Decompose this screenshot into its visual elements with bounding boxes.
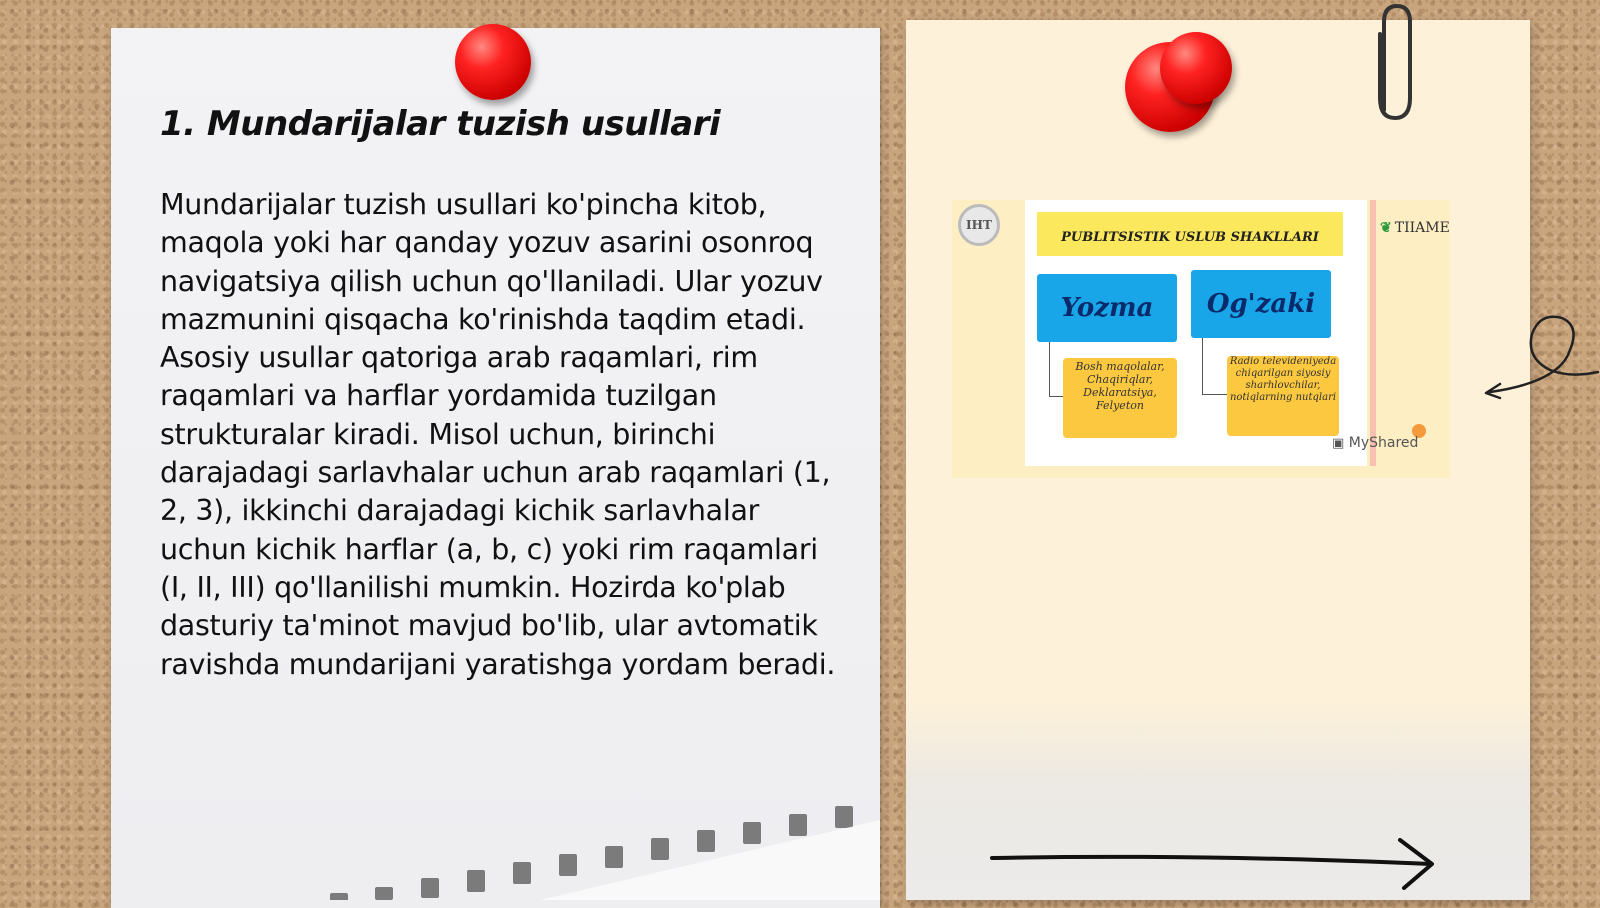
category-box-yozma: Yozma	[1037, 274, 1177, 342]
connector-left	[1049, 342, 1064, 397]
red-pushpin-left	[455, 24, 531, 100]
presentation-icon: ▣	[1332, 436, 1345, 451]
slide-accent-stripe	[1370, 200, 1376, 466]
body-paragraph: Mundarijalar tuzish usullari ko'pincha kitob, maqola yoki har qanday yozuv asarini osonroq navigatsiya qilish uchun qo'llaniladi. Ular yozuv mazmunini qisqacha ko'rinishda taqdim etadi. Asosiy usullar qatoriga arab raqamlari, rim raqamlari va harflar yordamida tuzilgan strukturalar kiradi. Misol uchun, birinchi darajadagi sarlavhalar uchun arab raqamlari (1, 2, 3), ikkinchi darajadagi kichik sarlavhalar uchun kichik harflar (a, b, c) yoki rim raqamlari (I, II, III) qo'llanilishi mumkin. Hozirda ko'plab dasturiy ta'minot mavjud bo'lib, ular avtomatik ravishda mundarijani yaratishga yordam beradi.	[160, 188, 836, 681]
connector-right	[1202, 338, 1227, 395]
watermark-text: MyShared	[1348, 435, 1419, 451]
page-title: 1. Mundarijalar tuzish usullari	[160, 104, 721, 144]
brand-label	[1380, 220, 1450, 236]
paperclip-icon	[1370, 0, 1420, 130]
slide-thumbnail	[952, 200, 1450, 478]
watermark	[1332, 435, 1418, 451]
category-box-ogzaki: Og'zaki	[1191, 270, 1331, 338]
items-box-ogzaki: Radio televideniyeda chiqarilgan siyosiy sharhlovchilar, notiqlarning nutqlari	[1227, 356, 1339, 436]
next-arrow-icon	[980, 832, 1450, 892]
items-box-yozma: Bosh maqolalar, Chaqiriqlar, Deklaratsiya, Felyeton	[1063, 358, 1177, 438]
slide-content-area	[1025, 200, 1367, 466]
red-pushpin-right-front	[1160, 32, 1232, 104]
curly-arrow-icon	[1470, 300, 1600, 410]
slide-heading: PUBLITSISTIK USLUB SHAKLLARI	[1037, 212, 1343, 256]
leaf-icon: ❦	[1380, 220, 1392, 236]
brand-text: TIIAME	[1394, 220, 1450, 236]
institution-logo: IHT	[958, 204, 1000, 246]
